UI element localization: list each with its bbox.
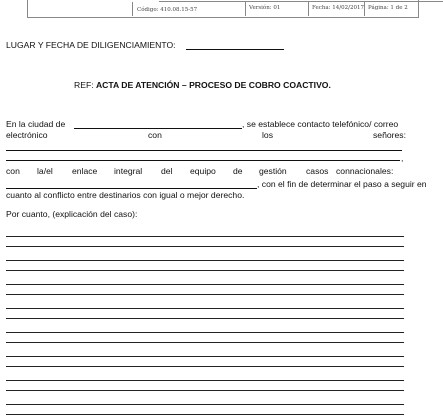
writing-line: [6, 294, 404, 295]
word-4-9: connacionales:: [336, 166, 394, 176]
word-los: los: [262, 130, 273, 140]
word-4-0: con: [6, 166, 20, 176]
comma: ,: [401, 153, 404, 163]
writing-line: [6, 414, 404, 415]
writing-line: [6, 342, 404, 343]
ref-line: [74, 80, 331, 91]
writing-line: [6, 366, 404, 367]
place-date-blank: [186, 49, 284, 50]
conflict-text: cuanto al conflicto entre destinarios con igual o mejor derecho.: [6, 190, 245, 200]
place-date-label: LUGAR Y FECHA DE DILIGENCIAMIENTO:: [6, 40, 176, 50]
word-electronico: electrónico: [6, 130, 48, 140]
writing-line: [6, 308, 404, 309]
header-version: Versión: 01: [245, 2, 280, 16]
writing-line: [6, 246, 404, 247]
word-4-1: la/el: [37, 166, 53, 176]
case-label: Por cuanto, (explicación del caso):: [6, 209, 138, 219]
ref-prefix: REF:: [74, 80, 96, 90]
writing-line: [6, 356, 404, 357]
word-4-3: integral: [114, 166, 143, 176]
names-blank-1: [6, 150, 402, 151]
word-4-4: del: [161, 166, 173, 176]
word-4-7: gestión: [259, 166, 287, 176]
names-blank-2: [6, 160, 400, 161]
header-date: Fecha: 14/02/2017: [308, 2, 364, 16]
writing-line: [6, 270, 404, 271]
word-4-2: enlace: [72, 166, 98, 176]
word-4-6: de: [233, 166, 243, 176]
purpose-text: , con el fin de determinar el paso a seguir en: [257, 179, 427, 189]
header-code: Código: 410.08.15-57: [137, 7, 198, 13]
city-label: En la ciudad de: [6, 119, 66, 129]
writing-line: [6, 318, 404, 319]
word-con: con: [148, 130, 162, 140]
ref-title: ACTA DE ATENCIÓN – PROCESO DE COBRO COACTIVO.: [95, 80, 331, 90]
enlace-name-blank: [6, 188, 257, 189]
city-blank: [74, 128, 242, 129]
writing-line: [6, 404, 404, 405]
document-header-table: [27, 0, 419, 18]
writing-line: [6, 284, 404, 285]
writing-line: [6, 380, 404, 381]
writing-line: [6, 332, 404, 333]
writing-line: [6, 236, 404, 237]
contact-text: , se establece contacto telefónico/ correo: [242, 119, 399, 129]
word-senores: señores:: [373, 130, 406, 140]
writing-line: [6, 390, 404, 391]
word-4-8: casos: [306, 166, 329, 176]
header-page: Página: 1 de 2: [364, 2, 408, 16]
word-4-5: equipo: [190, 166, 216, 176]
writing-line: [6, 260, 404, 261]
